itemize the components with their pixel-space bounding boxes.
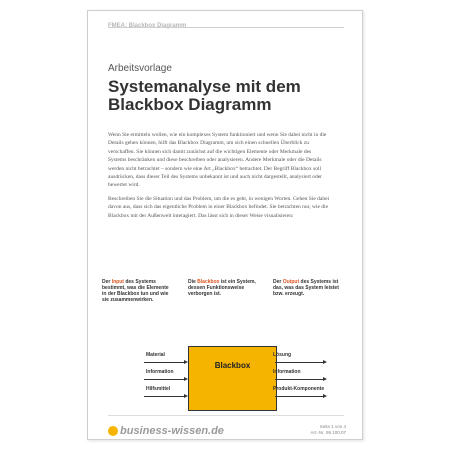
footer-divider: [108, 415, 344, 416]
input-label: Hilfsmittel: [146, 386, 171, 392]
title-line-1: Systemanalyse mit dem: [108, 77, 301, 96]
paragraph-1: [108, 131, 330, 190]
document-page: [87, 10, 363, 440]
output-label: Information: [273, 369, 301, 375]
input-label: Material: [146, 352, 165, 358]
para1-line: die Details werden nicht betrachtet – sondern wie eine Art „Blackbox“: [108, 157, 322, 172]
output-arrow-line: [275, 379, 323, 380]
para1-line: Systems unbekannt ist und auch nicht dargestellt, analysiert oder bewertet: [108, 174, 323, 189]
input-arrowhead-icon: [184, 394, 188, 398]
para2-line: einer Blackbox befindet. Sie betrachten nur, wie die Blackbox mit der: [108, 204, 329, 219]
para1-line: beschränken und diese beschreiben oder analysieren. Andere Merkmale oder: [127, 157, 298, 164]
para2-line: Worten. Gehen Sie dabei davon aus, dass sich das eigentliche Problem in: [108, 195, 330, 211]
input-desc-pre: Der: [102, 279, 112, 285]
input-arrow-line: [144, 396, 184, 397]
title-line-2: Blackbox Diagramm: [108, 95, 272, 114]
document-title: [108, 78, 301, 114]
output-arrowhead-icon: [323, 377, 327, 381]
para1-line: damit zunächst auf die wichtigen Elemente oder Merkmale des Systems: [108, 148, 312, 164]
header-title: FMEA: Blackbox Diagramm: [108, 23, 187, 29]
blackbox-desc-post: ist ein System, dessen Funktionsweise verborgen ist.: [188, 279, 256, 297]
document-kicker: Arbeitsvorlage: [108, 63, 172, 74]
footer-logo: business-wissen.de: [120, 425, 224, 437]
para1-line: betrachtet. Der Begriff Blackbox soll ausdrücken, dass dieser Teil des: [108, 165, 322, 181]
para1-line: Wenn Sie ermitteln wollen, wie ein komplexes System funktioniert und: [108, 132, 267, 138]
input-label: Information: [146, 369, 174, 375]
document-body: [108, 131, 330, 225]
input-arrow-line: [144, 379, 184, 380]
blackbox-box: [188, 346, 277, 411]
output-label: Lösung: [273, 352, 292, 358]
output-label: Produkt-Komponente: [273, 386, 325, 392]
blackbox-desc-highlight: Blackbox: [197, 279, 220, 285]
input-arrowhead-icon: [184, 360, 188, 364]
output-description: [273, 279, 345, 297]
para1-line: wenn Sie dabei nicht in die Details gehen können, hilft das Blackbox: [108, 132, 327, 147]
paragraph-2: [108, 195, 330, 220]
logo-dot-icon: [108, 426, 118, 436]
output-desc-highlight: Output: [282, 279, 300, 285]
para2-line: Beschreiben Sie die Situation und das Problem, um die es geht, in wenigen: [108, 195, 275, 202]
article-number: Art.-Nr. 99.100.07: [310, 429, 346, 435]
output-desc-pre: Der: [273, 279, 283, 285]
para1-line: Diagramm, um sich einen schnellen Überblick zu verschaffen. Sie können sich: [108, 140, 310, 155]
blackbox-label: Blackbox: [214, 361, 251, 370]
para1-line: wird.: [128, 182, 140, 189]
footer-meta: [310, 424, 346, 435]
header-divider: [108, 27, 344, 28]
output-arrow-line: [275, 396, 323, 397]
input-arrowhead-icon: [184, 377, 188, 381]
output-arrowhead-icon: [323, 360, 327, 364]
output-arrowhead-icon: [323, 394, 327, 398]
blackbox-description: [188, 279, 258, 297]
blackbox-desc-pre: Die: [188, 279, 198, 285]
output-desc-post: des Systems ist das, was das System leistet bzw. erzeugt.: [273, 279, 339, 297]
page-number: Seite 1 von 4: [319, 424, 346, 429]
input-desc-post: des Systems bestimmt, was die Elemente in der Blackbox tun und wie sie zusammenwirken.: [102, 279, 169, 303]
input-description: [102, 279, 170, 303]
input-desc-highlight: Input: [111, 279, 124, 285]
output-arrow-line: [275, 362, 323, 363]
para2-line: Außenwelt interagiert. Das lässt sich in dieser Weise visualisieren:: [147, 212, 294, 219]
input-arrow-line: [144, 362, 184, 363]
